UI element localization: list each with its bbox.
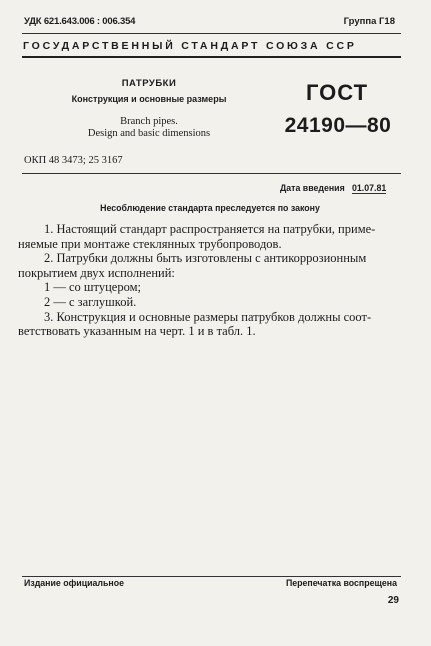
udk-code: УДК 621.643.006 : 006.354 (24, 16, 136, 27)
gost-label: ГОСТ (305, 80, 369, 105)
title-block (24, 78, 274, 140)
group-code: Группа Г18 (343, 16, 395, 27)
okp-code: ОКП 48 3473; 25 3167 (24, 155, 123, 166)
title-en (24, 116, 274, 140)
state-standard-heading: ГОСУДАРСТВЕННЫЙ СТАНДАРТ СОЮЗА ССР (23, 40, 357, 52)
paragraph-1-line1: 1. Настоящий стандарт распространяется на патрубки, приме- (44, 222, 376, 236)
paragraph-3-line2: ветствовать указанным на черт. 1 и в табл. 1. (18, 324, 256, 339)
paragraph-1-line2: няемые при монтаже стеклянных трубопроводов. (18, 236, 282, 251)
intro-date-value: 01.07.81 (352, 183, 387, 193)
title-ru: ПАТРУБКИ (121, 78, 177, 89)
middle-rule (22, 173, 401, 174)
title-en-line1: Branch pipes. (120, 116, 178, 127)
edition-note: Издание официальное (24, 578, 124, 588)
list-item-2: 2 — с заглушкой. (44, 294, 137, 309)
top-rule (22, 33, 401, 34)
intro-date-label: Дата введения (280, 183, 345, 193)
bottom-rule (22, 576, 401, 577)
paragraph-3-line1: 3. Конструкция и основные размеры патрубков должны соот- (44, 309, 372, 324)
body-text (18, 222, 398, 339)
gost-number: 24190—80 (284, 114, 392, 137)
violation-notice: Несоблюдение стандарта преследуется по закону (100, 203, 320, 213)
reprint-note: Перепечатка воспрещена (285, 578, 397, 588)
subtitle-ru: Конструкция и основные размеры (71, 94, 227, 104)
title-en-line2: Design and basic dimensions (87, 128, 211, 139)
paragraph-2-line2: покрытием двух исполнений: (18, 265, 175, 280)
paragraph-2-line1: 2. Патрубки должны быть изготовлены с антикоррозионным (44, 251, 367, 266)
page-number: 29 (387, 595, 399, 606)
list-item-1: 1 — со штуцером; (44, 280, 141, 295)
heading-rule (22, 56, 401, 58)
